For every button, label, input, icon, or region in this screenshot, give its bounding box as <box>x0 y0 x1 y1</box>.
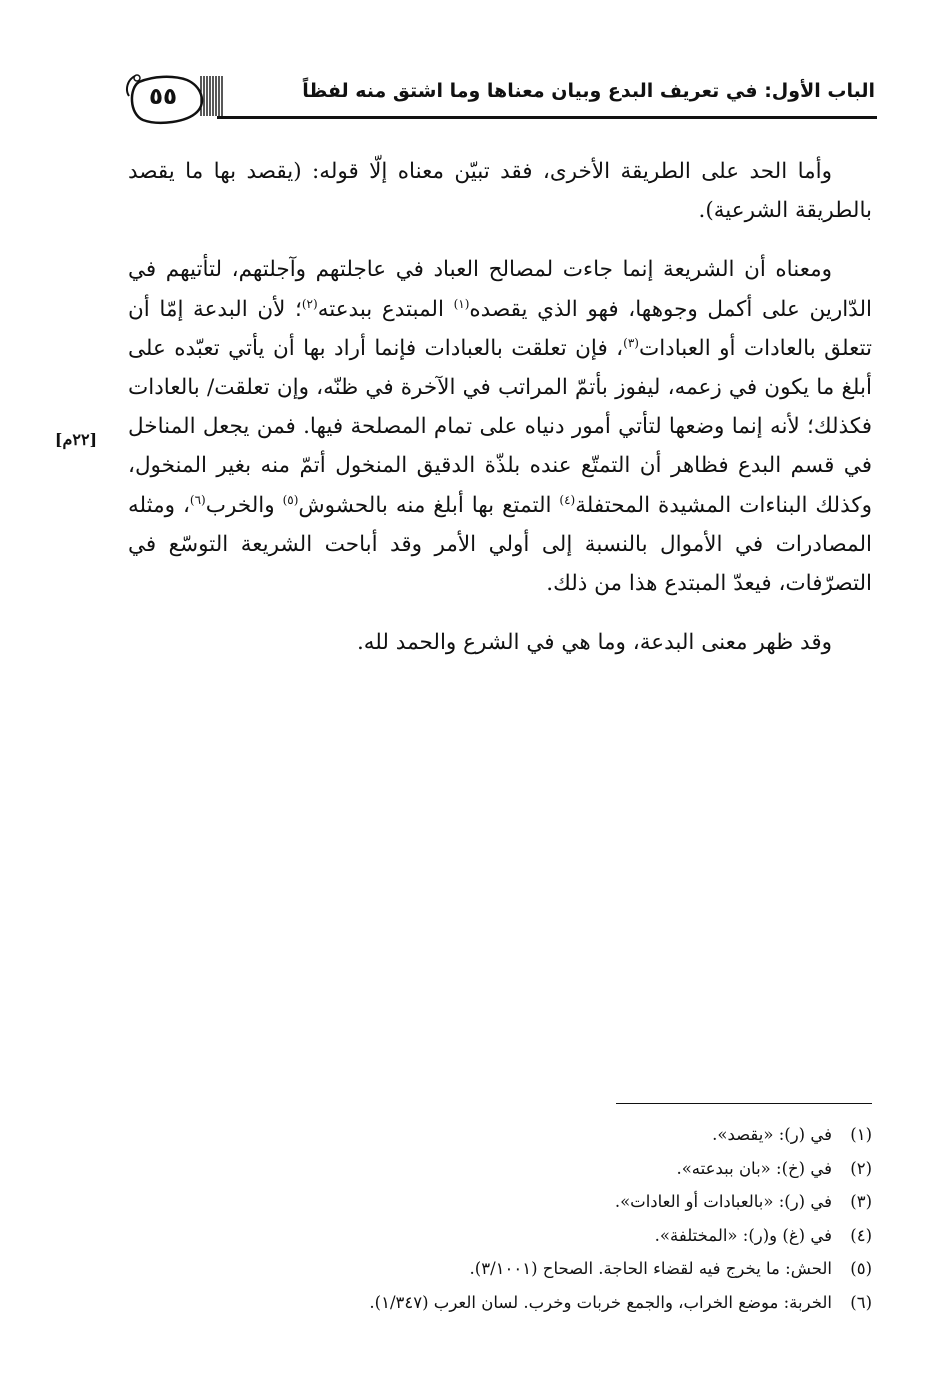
body-paragraph <box>128 250 872 603</box>
text-run: والخرب <box>205 492 283 518</box>
footnote-text: في (غ) و(ر): «المختلفة». <box>654 1225 832 1245</box>
footnote-marker: (٢) <box>301 296 318 311</box>
text-run: وقد ظهر معنى البدعة، وما هي في الشرع والحمد لله. <box>356 630 832 656</box>
footnote-marker: (١) <box>453 296 470 311</box>
footnote-text: في (ر): «بالعبادات أو العادات». <box>614 1192 832 1211</box>
footnotes-list <box>128 1118 872 1319</box>
text-run: ، ومثله المصادرات في الأموال بالنسبة إلى أولي الأمر وقد أباحت الشريعة التوسّع في التصرّفات، فيعدّ المبتدع هذا من ذلك. <box>128 492 872 597</box>
footnote <box>128 1118 872 1152</box>
footnote-text: في (خ): «بان ببدعته». <box>676 1158 832 1178</box>
footnote <box>128 1252 872 1286</box>
text-run: وأما الحد على الطريقة الأخرى، فقد تبيّن معناه إلّا قوله: (يقصد بها ما يقصد بالطريقة الشرعية). <box>128 159 872 224</box>
footnote-number: (٤) <box>850 1225 872 1245</box>
footnote <box>128 1219 872 1253</box>
running-header <box>125 66 877 128</box>
footnote-marker: (٦) <box>189 492 206 507</box>
footnote-number: (٢) <box>850 1158 872 1178</box>
footnote-marker: (٤) <box>559 492 576 507</box>
text-run: التمتع بها أبلغ منه بالحشوش <box>298 492 560 518</box>
text-run: المبتدع ببدعته <box>317 296 454 322</box>
text-run: ؛ لأن البدعة إمّا أن تتعلق بالعادات أو العبادات <box>128 296 872 361</box>
footnote-text: الحش: ما يخرج فيه لقضاء الحاجة. الصحاح (٣/١٠٠١). <box>469 1259 832 1278</box>
footnote-separator <box>616 1103 872 1104</box>
footnote-text: في (ر): «يقصد». <box>712 1125 832 1144</box>
footnote-number: (٦) <box>850 1292 872 1312</box>
footnote-number: (٣) <box>850 1192 872 1211</box>
main-text <box>128 152 872 662</box>
footnote-number: (٥) <box>850 1259 872 1278</box>
footnote <box>128 1152 872 1186</box>
footnote-number: (١) <box>850 1125 872 1144</box>
text-run: ، فإن تعلقت بالعبادات فإنما أراد بها أن يأتي تعبّده على أبلغ ما يكون في زعمه، ليفوز بأتمّ المراتب في الآخرة في ظنّه، وإن تعلقت/ بالعادات فكذلك؛ لأنه إنما وضعها لتأتي أمور دنياه على تمام المصلحة فيها. فمن يجعل المناخل في قسم البدع فظاهر أن التمتّع عنده بلذّة الدقيق المنخول أتمّ منه بغير المنخول، وكذلك البناءات المشيدة المحتفلة <box>128 335 872 518</box>
footnote-text: الخربة: موضع الخراب، والجمع خربات وخرب. لسان العرب (١/٣٤٧). <box>369 1292 832 1312</box>
page-number: ٥٥ <box>148 84 178 110</box>
margin-page-marker: [٢٢م] <box>54 430 98 449</box>
footnote <box>128 1185 872 1219</box>
body-paragraph <box>128 623 872 662</box>
text-run: ومعناه أن الشريعة إنما جاءت لمصالح العباد في عاجلتهم وآجلتهم، لتأتيهم في الدّارين على أكمل وجوهها، فهو الذي يقصده <box>128 257 872 322</box>
footnote-marker: (٣) <box>623 335 639 350</box>
chapter-title: الباب الأول: في تعريف البدع وبيان معناها وما اشتق منه لفظاً <box>302 80 875 102</box>
body-paragraph <box>128 152 872 230</box>
footnote-marker: (٥) <box>282 492 299 507</box>
footnote <box>128 1286 872 1320</box>
header-rule <box>217 116 877 119</box>
